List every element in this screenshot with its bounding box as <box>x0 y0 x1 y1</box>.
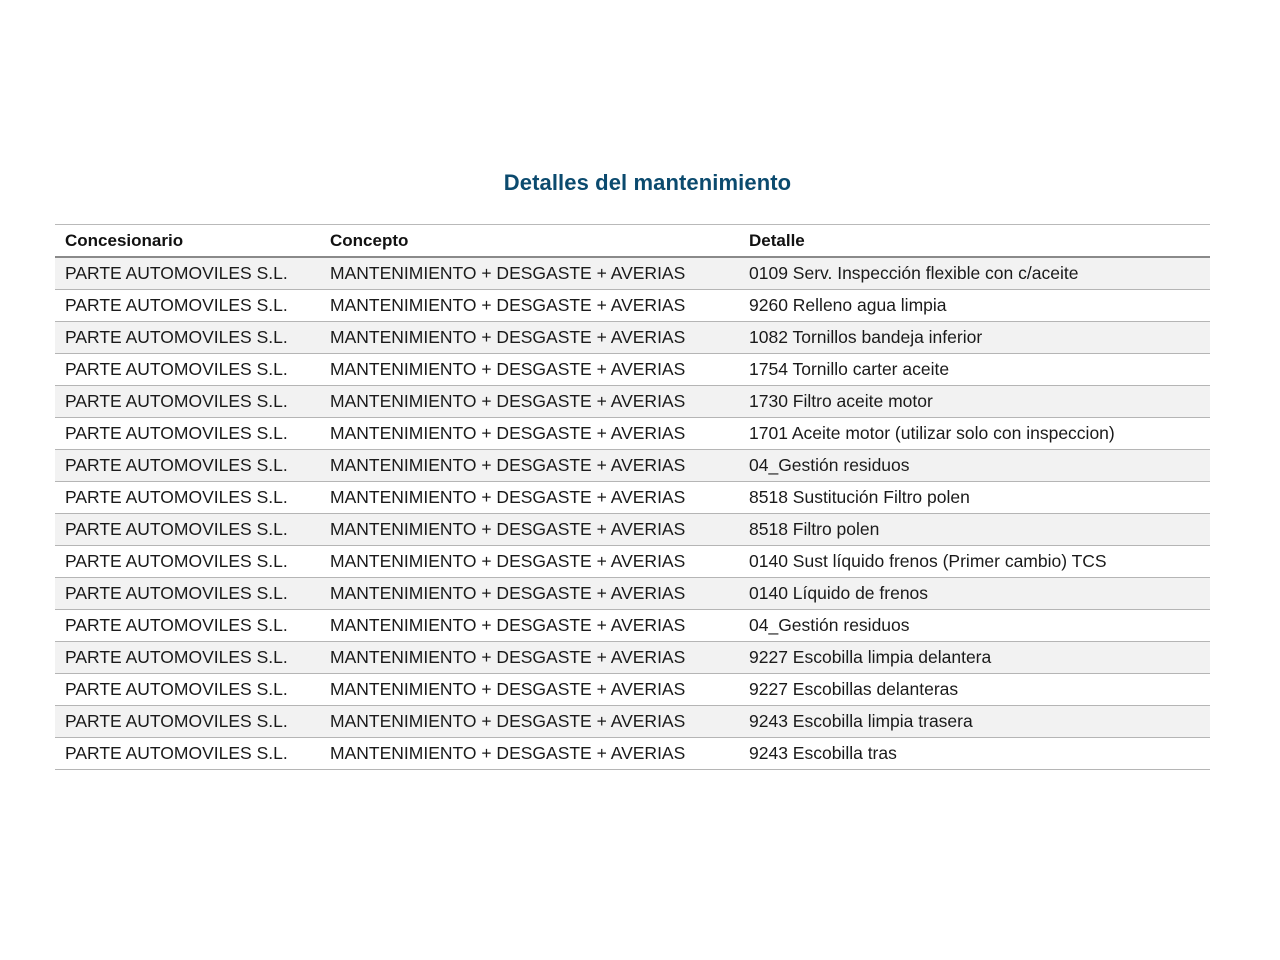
cell-concesionario: PARTE AUTOMOVILES S.L. <box>65 551 288 571</box>
table-row <box>55 514 1210 546</box>
cell-concesionario: PARTE AUTOMOVILES S.L. <box>65 743 288 763</box>
cell-detalle: 9243 Escobilla tras <box>749 743 897 763</box>
cell-concepto: MANTENIMIENTO + DESGASTE + AVERIAS <box>330 519 686 539</box>
cell-concepto: MANTENIMIENTO + DESGASTE + AVERIAS <box>330 487 686 507</box>
cell-concesionario: PARTE AUTOMOVILES S.L. <box>65 487 288 507</box>
cell-concepto: MANTENIMIENTO + DESGASTE + AVERIAS <box>330 359 686 379</box>
cell-concesionario: PARTE AUTOMOVILES S.L. <box>65 647 288 667</box>
cell-concesionario: PARTE AUTOMOVILES S.L. <box>65 391 288 411</box>
column-header-concepto: Concepto <box>330 230 409 250</box>
cell-detalle: 8518 Filtro polen <box>749 519 880 539</box>
cell-detalle: 0140 Sust líquido frenos (Primer cambio) TCS <box>749 551 1107 571</box>
cell-concepto: MANTENIMIENTO + DESGASTE + AVERIAS <box>330 615 686 635</box>
cell-concesionario: PARTE AUTOMOVILES S.L. <box>65 519 288 539</box>
cell-concesionario: PARTE AUTOMOVILES S.L. <box>65 711 288 731</box>
cell-detalle: 1730 Filtro aceite motor <box>749 391 933 411</box>
table-row <box>55 610 1210 642</box>
table-body <box>55 257 1210 770</box>
cell-detalle: 9227 Escobillas delanteras <box>749 679 959 699</box>
cell-detalle: 1701 Aceite motor (utilizar solo con inspeccion) <box>749 423 1115 443</box>
table-row <box>55 546 1210 578</box>
cell-concesionario: PARTE AUTOMOVILES S.L. <box>65 263 288 283</box>
cell-detalle: 9260 Relleno agua limpia <box>749 295 947 315</box>
cell-concesionario: PARTE AUTOMOVILES S.L. <box>65 583 288 603</box>
table-row <box>55 674 1210 706</box>
cell-concesionario: PARTE AUTOMOVILES S.L. <box>65 615 288 635</box>
cell-concepto: MANTENIMIENTO + DESGASTE + AVERIAS <box>330 263 686 283</box>
cell-concepto: MANTENIMIENTO + DESGASTE + AVERIAS <box>330 295 686 315</box>
cell-concepto: MANTENIMIENTO + DESGASTE + AVERIAS <box>330 679 686 699</box>
cell-concesionario: PARTE AUTOMOVILES S.L. <box>65 295 288 315</box>
cell-detalle: 0109 Serv. Inspección flexible con c/aceite <box>749 263 1079 283</box>
table-row <box>55 322 1210 354</box>
table-header <box>55 225 1210 258</box>
cell-concesionario: PARTE AUTOMOVILES S.L. <box>65 679 288 699</box>
table-header-row <box>55 225 1210 258</box>
cell-concepto: MANTENIMIENTO + DESGASTE + AVERIAS <box>330 583 686 603</box>
table-row <box>55 386 1210 418</box>
cell-detalle: 8518 Sustitución Filtro polen <box>749 487 970 507</box>
table-row <box>55 642 1210 674</box>
column-header-detalle: Detalle <box>749 230 805 250</box>
table-row <box>55 354 1210 386</box>
table-row <box>55 257 1210 290</box>
cell-concepto: MANTENIMIENTO + DESGASTE + AVERIAS <box>330 647 686 667</box>
cell-concepto: MANTENIMIENTO + DESGASTE + AVERIAS <box>330 455 686 475</box>
cell-concesionario: PARTE AUTOMOVILES S.L. <box>65 423 288 443</box>
cell-concesionario: PARTE AUTOMOVILES S.L. <box>65 359 288 379</box>
table-row <box>55 578 1210 610</box>
cell-concepto: MANTENIMIENTO + DESGASTE + AVERIAS <box>330 711 686 731</box>
cell-detalle: 04_Gestión residuos <box>749 615 910 635</box>
maintenance-table-container <box>55 224 1210 770</box>
table-row <box>55 738 1210 770</box>
cell-detalle: 0140 Líquido de frenos <box>749 583 929 603</box>
table-row <box>55 706 1210 738</box>
table-row <box>55 482 1210 514</box>
cell-concepto: MANTENIMIENTO + DESGASTE + AVERIAS <box>330 327 686 347</box>
cell-concepto: MANTENIMIENTO + DESGASTE + AVERIAS <box>330 423 686 443</box>
cell-detalle: 9227 Escobilla limpia delantera <box>749 647 992 667</box>
cell-concepto: MANTENIMIENTO + DESGASTE + AVERIAS <box>330 551 686 571</box>
cell-detalle: 9243 Escobilla limpia trasera <box>749 711 973 731</box>
table-row <box>55 450 1210 482</box>
cell-detalle: 1082 Tornillos bandeja inferior <box>749 327 983 347</box>
column-header-concesionario: Concesionario <box>65 230 184 250</box>
cell-concesionario: PARTE AUTOMOVILES S.L. <box>65 455 288 475</box>
table-row <box>55 418 1210 450</box>
cell-concepto: MANTENIMIENTO + DESGASTE + AVERIAS <box>330 743 686 763</box>
cell-detalle: 04_Gestión residuos <box>749 455 910 475</box>
page-title: Detalles del mantenimiento <box>503 170 792 195</box>
table-row <box>55 290 1210 322</box>
cell-concesionario: PARTE AUTOMOVILES S.L. <box>65 327 288 347</box>
maintenance-table <box>55 224 1210 770</box>
cell-concepto: MANTENIMIENTO + DESGASTE + AVERIAS <box>330 391 686 411</box>
cell-detalle: 1754 Tornillo carter aceite <box>749 359 950 379</box>
